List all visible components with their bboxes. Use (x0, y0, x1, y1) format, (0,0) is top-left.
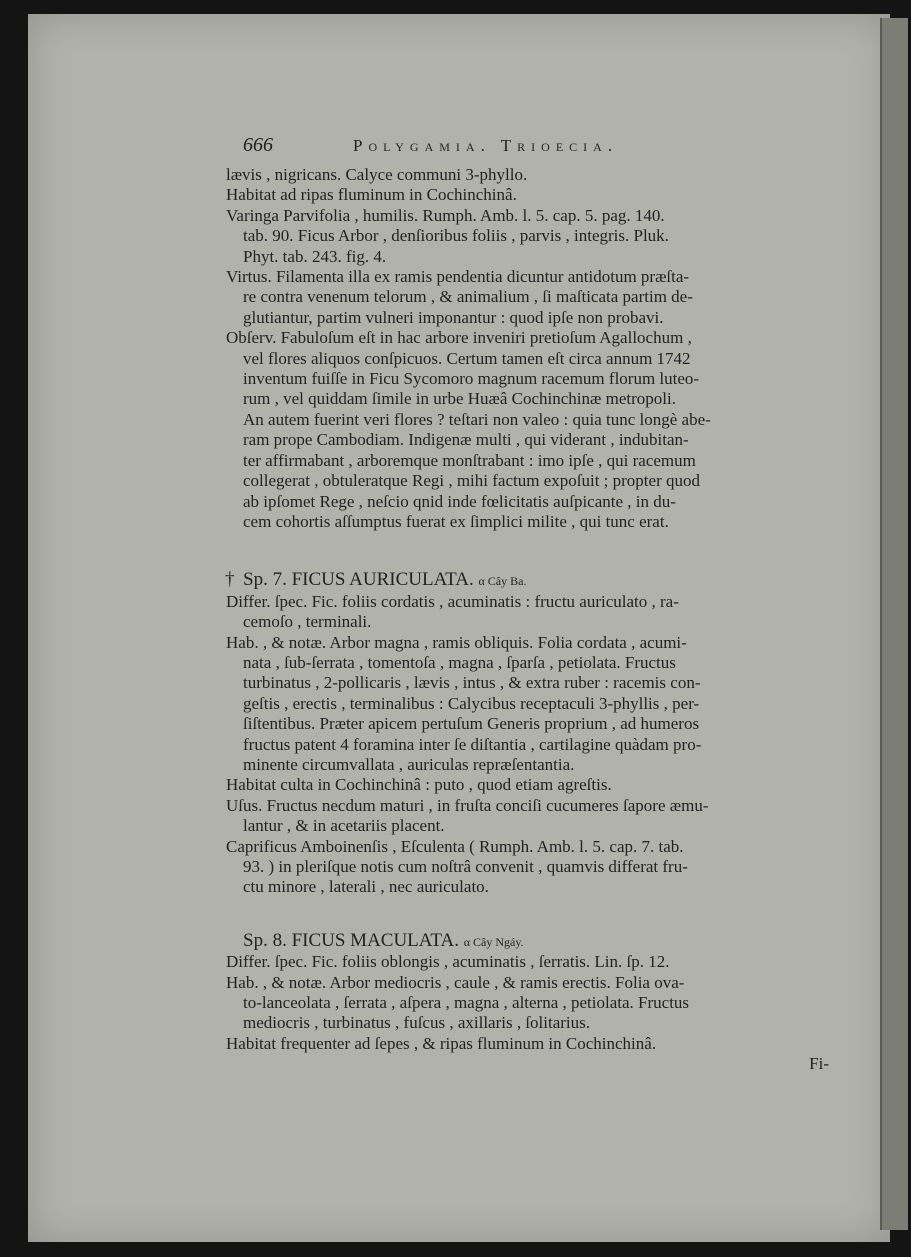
line: inventum fuiſſe in Ficu Sycomoro magnum racemum florum luteo- (243, 369, 700, 389)
line: ſiſtentibus. Præter apicem pertuſum Generis proprium , ad humeros (243, 714, 700, 734)
species-7-vernacular: α Cây Ba. (478, 574, 527, 589)
line: Phyt. tab. 243. fig. 4. (243, 246, 387, 266)
species-8-differ: Differ. ſpec. Fic. foliis oblongis , acuminatis , ſerratis. Lin. ſp. 12. (226, 952, 670, 972)
species-7-usus (215, 796, 835, 837)
line: lantur , & in acetariis placent. (243, 816, 445, 836)
line: fructus patent 4 foramina inter ſe diſtantia , cartilagine quàdam pro- (243, 734, 702, 754)
paragraph-lævis: lævis , nigricans. Calyce communi 3-phyllo. (226, 165, 528, 184)
catchword: Fi- (809, 1054, 829, 1074)
line: minente circumvallata , auriculas repræſentantia. (243, 754, 575, 774)
species-8-title: Sp. 8. FICUS MACULATA. (243, 929, 459, 951)
line: to-lanceolata , ſerrata , aſpera , magna , alterna , petiolata. Fructus (243, 993, 690, 1013)
species-7-caprificus (215, 837, 835, 898)
line: nata , ſub-ſerrata , tomentoſa , magna , ſparſa , petiolata. Fructus (243, 652, 676, 672)
species-7-habitat: Habitat culta in Cochinchinâ : puto , quod etiam agreſtis. (226, 775, 612, 795)
page-edge (880, 18, 908, 1230)
species-8-habitat: Habitat frequenter ad ſepes , & ripas fluminum in Cochinchinâ. (226, 1033, 657, 1053)
line: collegerat , obtuleratque Regi , mihi factum expoſuit ; propter quod (243, 471, 700, 491)
line: Obſerv. Fabuloſum eſt in hac arbore inveniri pretioſum Agallochum , (226, 328, 692, 348)
species-8-heading (215, 931, 835, 952)
line: cem cohortis aſſumptus fuerat ex ſimplici milite , qui tunc erat. (243, 511, 669, 531)
line: mediocris , turbinatus , fuſcus , axillaris , ſolitarius. (243, 1013, 591, 1033)
line: ram prope Cambodiam. Indigenæ multi , qui viderant , indubitan- (243, 430, 689, 450)
line: vel flores aliquos conſpicuos. Certum tamen eſt circa annum 1742 (243, 348, 691, 368)
line: re contra venenum telorum , & animalium , ſi maſticata partim de- (243, 287, 693, 307)
paragraph-virtus (215, 267, 835, 328)
line: rum , vel quiddam ſimile in urbe Huæâ Cochinchinæ metropoli. (243, 389, 676, 409)
line: Caprificus Amboinenſis , Eſculenta ( Rumph. Amb. l. 5. cap. 7. tab. (226, 836, 684, 856)
line: An autem fuerint veri flores ? teſtari non valeo : quia tunc longè abe- (243, 409, 711, 429)
line: ctu minore , laterali , nec auriculato. (243, 877, 489, 897)
species-8-hab (215, 973, 835, 1034)
line: Hab. , & notæ. Arbor magna , ramis obliquis. Folia cordata , acumi- (226, 632, 687, 652)
species-7-heading (215, 570, 835, 591)
line: 93. ) in pleriſque notis cum noſtrâ convenit , quamvis differat fru- (243, 857, 688, 876)
line: glutiantur, partim vulneri imponantur : quod ipſe non probavi. (243, 307, 664, 327)
page-header (215, 135, 835, 165)
line: Differ. ſpec. Fic. foliis cordatis , acuminatis : fructu auriculato , ra- (226, 591, 679, 611)
species-8-vernacular: α Cây Ngáy. (463, 934, 524, 949)
species-7-differ (215, 592, 835, 633)
line: ab ipſomet Rege , neſcio qnid inde fœlicitatis auſpicante , in du- (243, 491, 676, 511)
paragraph-habitat-1: Habitat ad ripas fluminum in Cochinchinâ. (226, 185, 517, 205)
species-7-title: Sp. 7. FICUS AURICULATA. (243, 569, 474, 591)
line: ter affirmabant , arboremque monſtrabant : imo ipſe , qui racemum (243, 450, 696, 470)
line: Varinga Parvifolia , humilis. Rumph. Amb. l. 5. cap. 5. pag. 140. (226, 205, 665, 225)
running-head: Polygamia. Trioecia. (353, 136, 619, 155)
line: tab. 90. Ficus Arbor , denſioribus foliis , parvis , integris. Pluk. (243, 226, 669, 246)
paragraph-observ (215, 328, 835, 532)
line: Uſus. Fructus necdum maturi , in fruſta conciſi cucumeres ſapore æmu- (226, 795, 709, 815)
line: cemoſo , terminali. (243, 612, 372, 632)
line: Hab. , & notæ. Arbor mediocris , caule , & ramis erectis. Folia ova- (226, 972, 685, 992)
paragraph-varinga (215, 206, 835, 267)
line: geſtis , erectis , terminalibus : Calycibus receptaculi 3-phyllis , per- (243, 693, 700, 713)
species-7-hab (215, 633, 835, 776)
page-text (215, 135, 835, 1075)
page-number: 666 (243, 134, 273, 156)
line: Virtus. Filamenta illa ex ramis pendentia dicuntur antidotum præſta- (226, 267, 690, 287)
dagger-mark: † (225, 569, 235, 591)
line: turbinatus , 2-pollicaris , lævis , intus , & extra ruber : racemis con- (243, 673, 701, 693)
